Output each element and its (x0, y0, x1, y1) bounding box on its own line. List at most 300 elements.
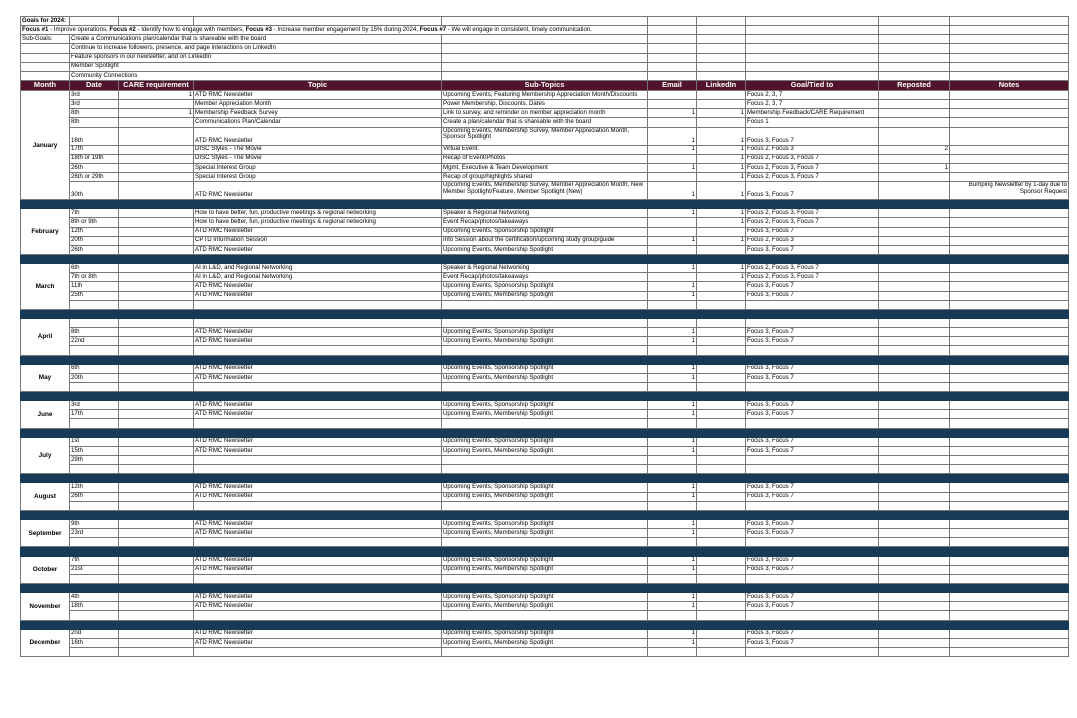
linkedin-cell[interactable] (697, 483, 746, 492)
email-cell[interactable] (648, 300, 697, 309)
email-cell[interactable] (648, 419, 697, 428)
date-cell[interactable] (70, 538, 119, 547)
linkedin-cell[interactable] (697, 382, 746, 391)
date-cell[interactable] (70, 419, 119, 428)
linkedin-cell[interactable] (697, 648, 746, 657)
goal-cell[interactable] (746, 629, 879, 638)
reposted-cell[interactable] (879, 437, 950, 446)
notes-cell[interactable] (950, 410, 1069, 419)
notes-cell[interactable] (950, 419, 1069, 428)
reposted-cell[interactable] (879, 565, 950, 574)
date-cell[interactable] (70, 456, 119, 465)
email-cell[interactable] (648, 182, 697, 200)
reposted-cell[interactable] (879, 346, 950, 355)
goal-cell[interactable] (746, 574, 879, 583)
topic-cell[interactable] (194, 501, 442, 510)
email-cell[interactable] (648, 529, 697, 538)
subtopic-cell[interactable] (442, 593, 648, 602)
date-cell[interactable] (70, 227, 119, 236)
email-cell[interactable] (648, 154, 697, 163)
reposted-cell[interactable] (879, 291, 950, 300)
date-cell[interactable] (70, 109, 119, 118)
topic-cell[interactable] (194, 364, 442, 373)
goal-cell[interactable] (746, 163, 879, 172)
reposted-cell[interactable] (879, 100, 950, 109)
goals-cell[interactable] (697, 17, 746, 26)
goal-cell[interactable] (746, 282, 879, 291)
goal-cell[interactable] (746, 118, 879, 127)
date-cell[interactable] (70, 629, 119, 638)
topic-cell[interactable] (194, 182, 442, 200)
subgoal-cell[interactable] (70, 44, 442, 53)
email-cell[interactable] (648, 456, 697, 465)
notes-cell[interactable] (950, 218, 1069, 227)
email-cell[interactable] (648, 163, 697, 172)
month-cell[interactable] (21, 318, 70, 355)
topic-cell[interactable] (194, 218, 442, 227)
date-cell[interactable] (70, 264, 119, 273)
subtopic-cell[interactable] (442, 456, 648, 465)
notes-cell[interactable] (950, 328, 1069, 337)
email-cell[interactable] (648, 382, 697, 391)
linkedin-cell[interactable] (697, 163, 746, 172)
date-cell[interactable] (70, 209, 119, 218)
linkedin-cell[interactable] (697, 456, 746, 465)
date-cell[interactable] (70, 90, 119, 99)
date-cell[interactable] (70, 364, 119, 373)
linkedin-cell[interactable] (697, 236, 746, 245)
goal-cell[interactable] (746, 382, 879, 391)
notes-cell[interactable] (950, 318, 1069, 327)
topic-cell[interactable] (194, 446, 442, 455)
email-cell[interactable] (648, 364, 697, 373)
email-cell[interactable] (648, 227, 697, 236)
linkedin-cell[interactable] (697, 520, 746, 529)
subtopic-cell[interactable] (442, 437, 648, 446)
subtopic-cell[interactable] (442, 574, 648, 583)
goal-cell[interactable] (746, 602, 879, 611)
care-cell[interactable] (119, 236, 194, 245)
date-cell[interactable] (70, 446, 119, 455)
topic-cell[interactable] (194, 373, 442, 382)
date-cell[interactable] (70, 465, 119, 474)
empty-cell[interactable] (950, 62, 1069, 71)
care-cell[interactable] (119, 556, 194, 565)
email-cell[interactable] (648, 593, 697, 602)
care-cell[interactable] (119, 346, 194, 355)
reposted-cell[interactable] (879, 446, 950, 455)
date-cell[interactable] (70, 172, 119, 181)
subtopic-cell[interactable] (442, 264, 648, 273)
empty-cell[interactable] (442, 35, 648, 44)
month-cell[interactable] (21, 90, 70, 199)
reposted-cell[interactable] (879, 648, 950, 657)
topic-cell[interactable] (194, 236, 442, 245)
linkedin-cell[interactable] (697, 419, 746, 428)
goal-cell[interactable] (746, 565, 879, 574)
goal-cell[interactable] (746, 154, 879, 163)
goal-cell[interactable] (746, 90, 879, 99)
linkedin-cell[interactable] (697, 364, 746, 373)
email-cell[interactable] (648, 172, 697, 181)
date-cell[interactable] (70, 154, 119, 163)
date-cell[interactable] (70, 611, 119, 620)
notes-cell[interactable] (950, 145, 1069, 154)
empty-cell[interactable] (746, 62, 879, 71)
topic-cell[interactable] (194, 118, 442, 127)
linkedin-cell[interactable] (697, 337, 746, 346)
empty-cell[interactable] (442, 71, 648, 80)
topic-cell[interactable] (194, 227, 442, 236)
goals-cell[interactable] (194, 17, 442, 26)
topic-cell[interactable] (194, 109, 442, 118)
care-cell[interactable] (119, 465, 194, 474)
date-cell[interactable] (70, 501, 119, 510)
email-cell[interactable] (648, 337, 697, 346)
reposted-cell[interactable] (879, 401, 950, 410)
email-cell[interactable] (648, 245, 697, 254)
topic-cell[interactable] (194, 437, 442, 446)
subtopic-cell[interactable] (442, 501, 648, 510)
email-cell[interactable] (648, 145, 697, 154)
linkedin-cell[interactable] (697, 145, 746, 154)
column-header[interactable]: Month (21, 80, 70, 90)
linkedin-cell[interactable] (697, 602, 746, 611)
goal-cell[interactable] (746, 529, 879, 538)
notes-cell[interactable] (950, 593, 1069, 602)
month-cell[interactable] (21, 264, 70, 310)
care-cell[interactable] (119, 282, 194, 291)
reposted-cell[interactable] (879, 273, 950, 282)
date-cell[interactable] (70, 318, 119, 327)
email-cell[interactable] (648, 264, 697, 273)
subtopic-cell[interactable] (442, 446, 648, 455)
goal-cell[interactable] (746, 318, 879, 327)
subtopic-cell[interactable] (442, 638, 648, 647)
email-cell[interactable] (648, 127, 697, 145)
reposted-cell[interactable] (879, 501, 950, 510)
month-cell[interactable] (21, 437, 70, 474)
focus-cell[interactable] (21, 26, 648, 35)
date-cell[interactable] (70, 483, 119, 492)
linkedin-cell[interactable] (697, 209, 746, 218)
email-cell[interactable] (648, 565, 697, 574)
topic-cell[interactable] (194, 520, 442, 529)
subgoal-label-cell[interactable] (21, 35, 70, 44)
goal-cell[interactable] (746, 145, 879, 154)
subtopic-cell[interactable] (442, 465, 648, 474)
subtopic-cell[interactable] (442, 245, 648, 254)
goals-cell[interactable] (950, 26, 1069, 35)
goal-cell[interactable] (746, 401, 879, 410)
email-cell[interactable] (648, 109, 697, 118)
email-cell[interactable] (648, 629, 697, 638)
goals-cell[interactable] (879, 17, 950, 26)
linkedin-cell[interactable] (697, 127, 746, 145)
notes-cell[interactable] (950, 556, 1069, 565)
care-cell[interactable] (119, 209, 194, 218)
date-cell[interactable] (70, 236, 119, 245)
care-cell[interactable] (119, 401, 194, 410)
care-cell[interactable] (119, 629, 194, 638)
reposted-cell[interactable] (879, 337, 950, 346)
care-cell[interactable] (119, 118, 194, 127)
care-cell[interactable] (119, 456, 194, 465)
care-cell[interactable] (119, 648, 194, 657)
subtopic-cell[interactable] (442, 337, 648, 346)
email-cell[interactable] (648, 209, 697, 218)
care-cell[interactable] (119, 90, 194, 99)
linkedin-cell[interactable] (697, 109, 746, 118)
subtopic-cell[interactable] (442, 648, 648, 657)
linkedin-cell[interactable] (697, 90, 746, 99)
goal-cell[interactable] (746, 501, 879, 510)
notes-cell[interactable] (950, 492, 1069, 501)
topic-cell[interactable] (194, 318, 442, 327)
care-cell[interactable] (119, 574, 194, 583)
linkedin-cell[interactable] (697, 100, 746, 109)
notes-cell[interactable] (950, 501, 1069, 510)
subtopic-cell[interactable] (442, 602, 648, 611)
subtopic-cell[interactable] (442, 209, 648, 218)
reposted-cell[interactable] (879, 264, 950, 273)
goal-cell[interactable] (746, 446, 879, 455)
linkedin-cell[interactable] (697, 465, 746, 474)
care-cell[interactable] (119, 182, 194, 200)
care-cell[interactable] (119, 172, 194, 181)
email-cell[interactable] (648, 574, 697, 583)
date-cell[interactable] (70, 182, 119, 200)
notes-cell[interactable] (950, 364, 1069, 373)
email-cell[interactable] (648, 90, 697, 99)
notes-cell[interactable] (950, 373, 1069, 382)
notes-cell[interactable] (950, 465, 1069, 474)
topic-cell[interactable] (194, 127, 442, 145)
linkedin-cell[interactable] (697, 593, 746, 602)
linkedin-cell[interactable] (697, 492, 746, 501)
empty-cell[interactable] (697, 53, 746, 62)
goal-cell[interactable] (746, 648, 879, 657)
topic-cell[interactable] (194, 264, 442, 273)
topic-cell[interactable] (194, 209, 442, 218)
date-cell[interactable] (70, 100, 119, 109)
topic-cell[interactable] (194, 401, 442, 410)
email-cell[interactable] (648, 437, 697, 446)
date-cell[interactable] (70, 529, 119, 538)
goal-cell[interactable] (746, 483, 879, 492)
notes-cell[interactable] (950, 456, 1069, 465)
topic-cell[interactable] (194, 565, 442, 574)
notes-cell[interactable] (950, 209, 1069, 218)
date-cell[interactable] (70, 638, 119, 647)
reposted-cell[interactable] (879, 638, 950, 647)
topic-cell[interactable] (194, 282, 442, 291)
care-cell[interactable] (119, 593, 194, 602)
notes-cell[interactable] (950, 182, 1069, 200)
care-cell[interactable] (119, 520, 194, 529)
email-cell[interactable] (648, 291, 697, 300)
care-cell[interactable] (119, 264, 194, 273)
email-cell[interactable] (648, 556, 697, 565)
goal-cell[interactable] (746, 209, 879, 218)
subtopic-cell[interactable] (442, 629, 648, 638)
date-cell[interactable] (70, 245, 119, 254)
reposted-cell[interactable] (879, 145, 950, 154)
goals-cell[interactable] (950, 17, 1069, 26)
reposted-cell[interactable] (879, 318, 950, 327)
linkedin-cell[interactable] (697, 318, 746, 327)
email-cell[interactable] (648, 492, 697, 501)
subtopic-cell[interactable] (442, 318, 648, 327)
goal-cell[interactable] (746, 109, 879, 118)
empty-cell[interactable] (879, 35, 950, 44)
column-header[interactable]: Sub-Topics (442, 80, 648, 90)
reposted-cell[interactable] (879, 556, 950, 565)
date-cell[interactable] (70, 118, 119, 127)
linkedin-cell[interactable] (697, 172, 746, 181)
goals-cell[interactable] (648, 26, 697, 35)
goal-cell[interactable] (746, 182, 879, 200)
topic-cell[interactable] (194, 638, 442, 647)
linkedin-cell[interactable] (697, 565, 746, 574)
notes-cell[interactable] (950, 172, 1069, 181)
date-cell[interactable] (70, 382, 119, 391)
column-header[interactable]: Topic (194, 80, 442, 90)
month-cell[interactable] (21, 209, 70, 255)
column-header[interactable]: LinkedIn (697, 80, 746, 90)
date-cell[interactable] (70, 291, 119, 300)
care-cell[interactable] (119, 538, 194, 547)
reposted-cell[interactable] (879, 492, 950, 501)
notes-cell[interactable] (950, 648, 1069, 657)
email-cell[interactable] (648, 318, 697, 327)
topic-cell[interactable] (194, 529, 442, 538)
notes-cell[interactable] (950, 638, 1069, 647)
empty-cell[interactable] (950, 35, 1069, 44)
subtopic-cell[interactable] (442, 172, 648, 181)
month-cell[interactable] (21, 401, 70, 428)
subtopic-cell[interactable] (442, 236, 648, 245)
linkedin-cell[interactable] (697, 529, 746, 538)
goal-cell[interactable] (746, 127, 879, 145)
subtopic-cell[interactable] (442, 300, 648, 309)
care-cell[interactable] (119, 163, 194, 172)
subtopic-cell[interactable] (442, 373, 648, 382)
email-cell[interactable] (648, 100, 697, 109)
care-cell[interactable] (119, 483, 194, 492)
linkedin-cell[interactable] (697, 574, 746, 583)
linkedin-cell[interactable] (697, 373, 746, 382)
date-cell[interactable] (70, 337, 119, 346)
linkedin-cell[interactable] (697, 182, 746, 200)
notes-cell[interactable] (950, 337, 1069, 346)
empty-cell[interactable] (746, 53, 879, 62)
subtopic-cell[interactable] (442, 282, 648, 291)
goal-cell[interactable] (746, 492, 879, 501)
linkedin-cell[interactable] (697, 245, 746, 254)
care-cell[interactable] (119, 373, 194, 382)
reposted-cell[interactable] (879, 382, 950, 391)
topic-cell[interactable] (194, 172, 442, 181)
linkedin-cell[interactable] (697, 154, 746, 163)
column-header[interactable]: CARE requirement (119, 80, 194, 90)
month-cell[interactable] (21, 593, 70, 620)
subtopic-cell[interactable] (442, 273, 648, 282)
date-cell[interactable] (70, 492, 119, 501)
reposted-cell[interactable] (879, 465, 950, 474)
care-cell[interactable] (119, 154, 194, 163)
goal-cell[interactable] (746, 410, 879, 419)
email-cell[interactable] (648, 638, 697, 647)
subgoal-cell[interactable] (70, 35, 442, 44)
reposted-cell[interactable] (879, 410, 950, 419)
email-cell[interactable] (648, 520, 697, 529)
goal-cell[interactable] (746, 556, 879, 565)
empty-cell[interactable] (697, 44, 746, 53)
subtopic-cell[interactable] (442, 328, 648, 337)
date-cell[interactable] (70, 218, 119, 227)
goals-cell[interactable] (119, 17, 194, 26)
notes-cell[interactable] (950, 529, 1069, 538)
empty-cell[interactable] (950, 44, 1069, 53)
linkedin-cell[interactable] (697, 437, 746, 446)
reposted-cell[interactable] (879, 373, 950, 382)
topic-cell[interactable] (194, 245, 442, 254)
topic-cell[interactable] (194, 145, 442, 154)
empty-cell[interactable] (442, 53, 648, 62)
subtopic-cell[interactable] (442, 401, 648, 410)
notes-cell[interactable] (950, 574, 1069, 583)
email-cell[interactable] (648, 446, 697, 455)
reposted-cell[interactable] (879, 90, 950, 99)
care-cell[interactable] (119, 300, 194, 309)
empty-cell[interactable] (697, 62, 746, 71)
subgoal-cell[interactable] (70, 53, 442, 62)
goal-cell[interactable] (746, 328, 879, 337)
email-cell[interactable] (648, 483, 697, 492)
empty-cell[interactable] (648, 44, 697, 53)
linkedin-cell[interactable] (697, 501, 746, 510)
email-cell[interactable] (648, 401, 697, 410)
subtopic-cell[interactable] (442, 538, 648, 547)
notes-cell[interactable] (950, 163, 1069, 172)
reposted-cell[interactable] (879, 182, 950, 200)
goal-cell[interactable] (746, 337, 879, 346)
date-cell[interactable] (70, 273, 119, 282)
reposted-cell[interactable] (879, 364, 950, 373)
empty-cell[interactable] (746, 71, 879, 80)
column-header[interactable]: Date (70, 80, 119, 90)
goal-cell[interactable] (746, 437, 879, 446)
linkedin-cell[interactable] (697, 446, 746, 455)
date-cell[interactable] (70, 300, 119, 309)
topic-cell[interactable] (194, 593, 442, 602)
care-cell[interactable] (119, 291, 194, 300)
goal-cell[interactable] (746, 593, 879, 602)
date-cell[interactable] (70, 127, 119, 145)
empty-cell[interactable] (648, 35, 697, 44)
reposted-cell[interactable] (879, 419, 950, 428)
reposted-cell[interactable] (879, 154, 950, 163)
care-cell[interactable] (119, 273, 194, 282)
empty-cell[interactable] (950, 53, 1069, 62)
linkedin-cell[interactable] (697, 264, 746, 273)
date-cell[interactable] (70, 163, 119, 172)
reposted-cell[interactable] (879, 163, 950, 172)
column-header[interactable]: Notes (950, 80, 1069, 90)
care-cell[interactable] (119, 565, 194, 574)
linkedin-cell[interactable] (697, 328, 746, 337)
